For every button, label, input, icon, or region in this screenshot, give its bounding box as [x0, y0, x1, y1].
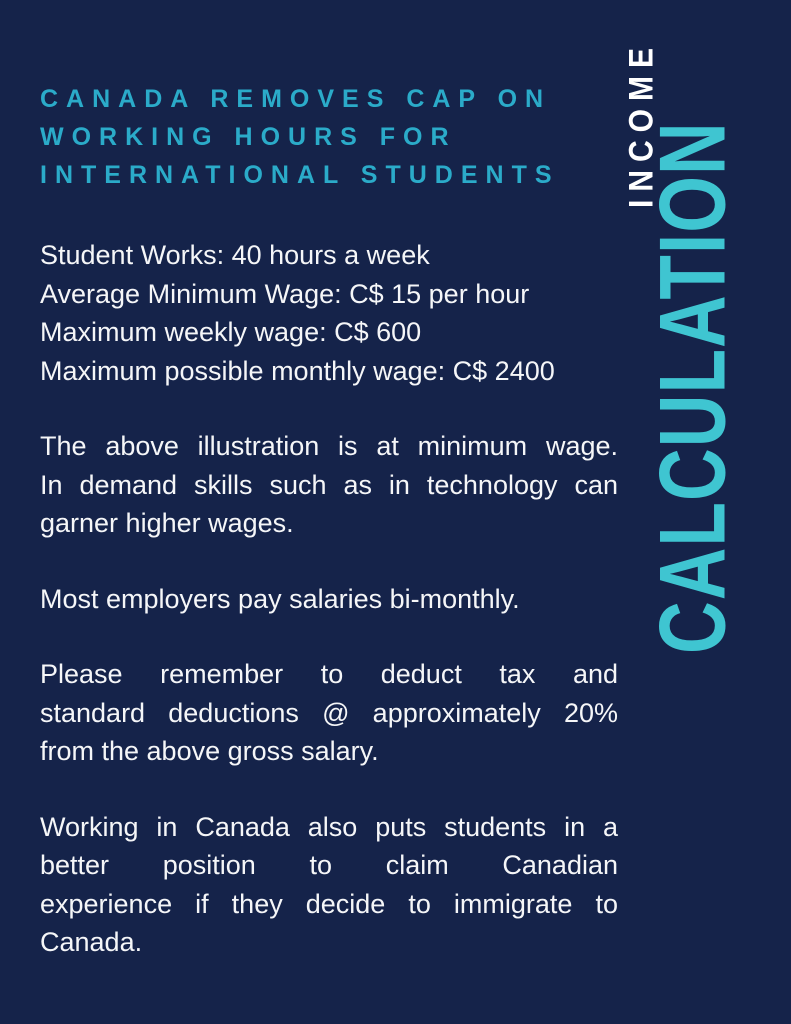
paragraph-bimonthly-note	[40, 580, 618, 619]
headline	[40, 80, 600, 194]
paragraph-line: experience if they decide to immigrate to	[40, 888, 618, 919]
paragraph-line: In demand skills such as in technology can	[40, 469, 618, 500]
paragraph-line: standard deductions @ approximately 20%	[40, 697, 618, 728]
wage-line: Student Works: 40 hours a week	[40, 240, 430, 270]
paragraph-line: Working in Canada also puts students in a	[40, 811, 618, 842]
wage-line: Average Minimum Wage: C$ 15 per hour	[40, 278, 530, 309]
paragraph-minimum-wage-note	[40, 427, 618, 543]
paragraph-line: better position to claim Canadian	[40, 850, 618, 880]
body-column	[40, 236, 618, 962]
headline-line: CANADA REMOVES CAP ON	[40, 85, 552, 113]
paragraph-line: Please remember to deduct tax and	[40, 659, 618, 689]
paragraph-line: Canada.	[40, 927, 143, 957]
headline-line: INTERNATIONAL STUDENTS	[40, 161, 560, 189]
income-vertical-label: INCOME	[622, 40, 661, 208]
paragraph-line: garner higher wages.	[40, 508, 294, 538]
paragraph-tax-note	[40, 655, 618, 771]
paragraph-immigration-note	[40, 808, 618, 962]
paragraph-line: from the above gross salary.	[40, 736, 379, 766]
wage-line: Maximum possible monthly wage: C$ 2400	[40, 355, 555, 386]
wage-calculation-list	[40, 236, 618, 390]
headline-line: WORKING HOURS FOR	[40, 123, 457, 151]
wage-line: Maximum weekly wage: C$ 600	[40, 317, 422, 347]
paragraph-line: Most employers pay salaries bi-monthly.	[40, 583, 520, 614]
paragraph-line: The above illustration is at minimum wage.	[40, 431, 618, 461]
calculation-vertical-label: CALCULATION	[641, 121, 746, 654]
